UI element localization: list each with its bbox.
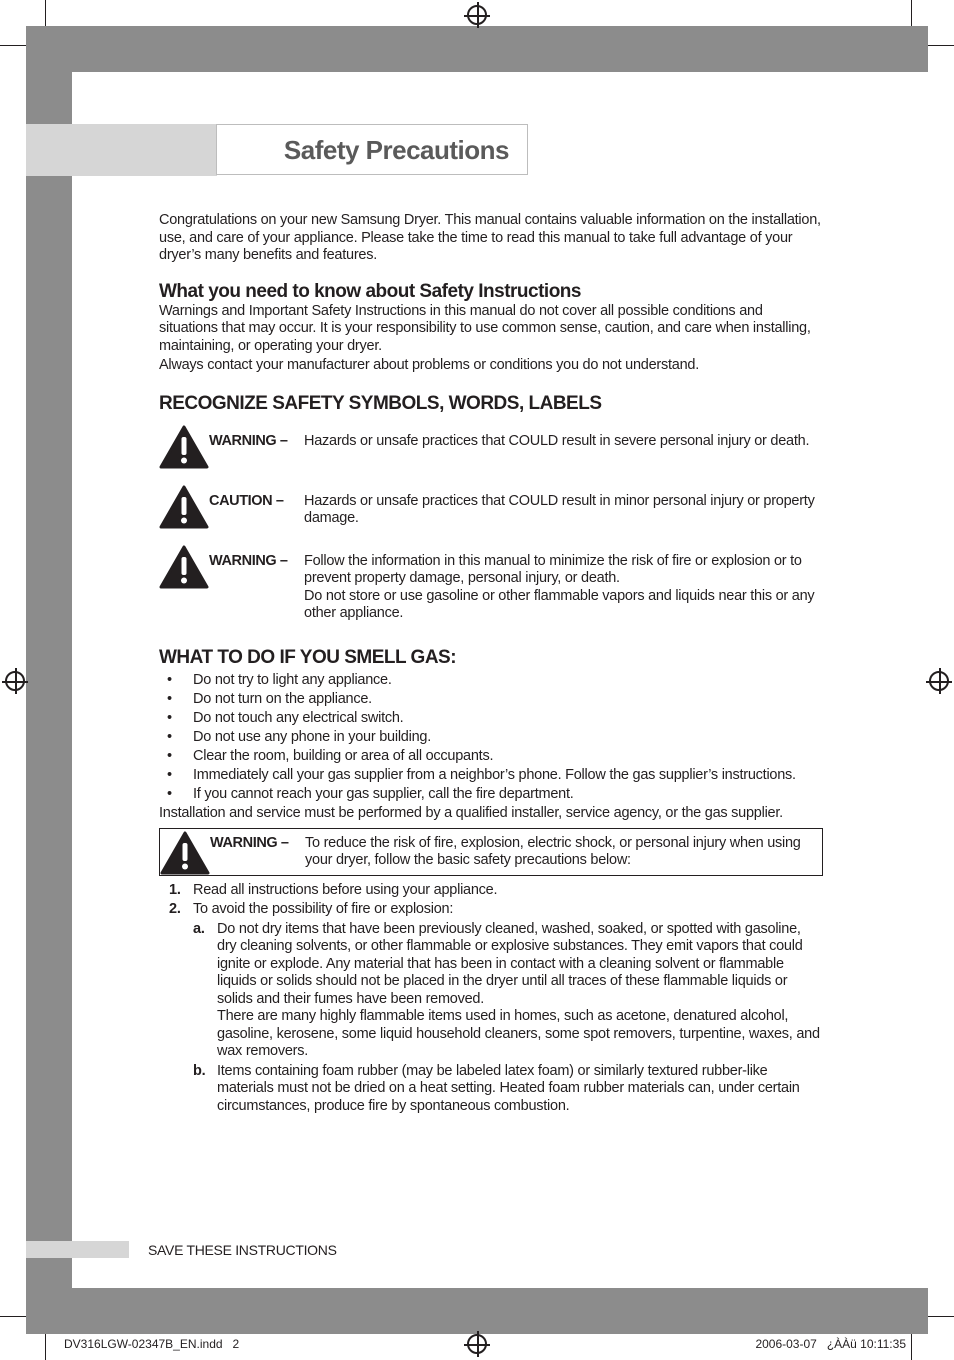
symbol-description: Hazards or unsafe practices that COULD result in severe personal injury or death. <box>304 432 810 449</box>
warning-triangle-icon <box>159 545 209 589</box>
crop-mark <box>45 1334 46 1360</box>
warning-box <box>159 828 823 876</box>
list-item: • Do not use any phone in your building. <box>159 728 823 747</box>
instruction-sublist <box>193 921 823 1116</box>
symbol-label: WARNING – <box>209 432 288 449</box>
top-gray-band <box>26 26 928 72</box>
know-body-contact: Always contact your manufacturer about problems or conditions you do not understand. <box>159 357 699 373</box>
crop-mark <box>928 1316 954 1317</box>
list-item: • Do not touch any electrical switch. <box>159 709 823 728</box>
instruction-text: Read all instructions before using your appliance. <box>193 881 498 898</box>
gas-list <box>159 671 823 804</box>
registration-mark-icon <box>467 5 487 25</box>
symbol-label: CAUTION – <box>209 492 284 509</box>
symbol-row-warning <box>159 425 823 469</box>
subitem-text: Do not dry items that have been previously cleaned, washed, soaked, or spotted with gasoline, dry cleaning solvents, or other flammable or explosive substances. They emit vapors that could ignite or explode. Any material that has been in contact with a cleaning solvent or flammable liquids or solids should not be placed in the dryer until all traces of these flammable liquids or solids and their fumes have been removed. <box>217 920 803 1007</box>
bottom-gray-band <box>26 1288 928 1334</box>
symbol-row-caution <box>159 485 823 529</box>
subitem-text: Items containing foam rubber (may be labeled latex foam) or similarly textured rubber-like materials must not be dried on a heat setting. Heated foam rubber materials can, under certain circumstances, produce fire by spontaneous combustion. <box>217 1062 800 1114</box>
instruction-item <box>159 901 823 1115</box>
page-title: Safety Precautions <box>216 124 528 175</box>
header-tab-shade <box>26 124 217 176</box>
registration-mark-icon <box>929 671 949 691</box>
subitem-letter: b. <box>193 1062 206 1079</box>
slug-timestamp: 2006-03-07 ¿ÀÀü 10:11:35 <box>755 1337 906 1351</box>
left-gray-band <box>26 26 72 1334</box>
symbols-heading: RECOGNIZE SAFETY SYMBOLS, WORDS, LABELS <box>159 392 602 414</box>
crop-mark <box>928 45 954 46</box>
subitem-letter: a. <box>193 920 205 937</box>
main-content <box>159 212 823 1115</box>
instruction-text: To avoid the possibility of fire or explosion: <box>193 901 454 917</box>
list-item: • Do not turn on the appliance. <box>159 690 823 709</box>
registration-mark-icon <box>5 671 25 691</box>
symbol-row-warning-fire <box>159 545 823 623</box>
instruction-number: 2. <box>169 901 181 917</box>
slug-filename: DV316LGW-02347B_EN.indd 2 <box>64 1337 240 1351</box>
warning-box-label: WARNING – <box>210 834 289 851</box>
warning-box-text: To reduce the risk of fire, explosion, electric shock, or personal injury when using your dryer, follow the basic safety precautions below: <box>305 834 801 868</box>
crop-mark <box>911 1334 912 1360</box>
footer-save-instructions: SAVE THESE INSTRUCTIONS <box>148 1242 337 1258</box>
symbol-description: Follow the information in this manual to minimize the risk of fire or explosion or to prevent property damage, personal injury, or death. <box>304 552 802 586</box>
instruction-item <box>159 882 823 900</box>
crop-mark <box>0 1316 26 1317</box>
instruction-list <box>159 882 823 1116</box>
list-item: • Immediately call your gas supplier from a neighbor’s phone. Follow the gas supplier’s instructions. <box>159 766 823 785</box>
symbol-description: Hazards or unsafe practices that COULD result in minor personal injury or property damage. <box>304 492 815 526</box>
crop-mark <box>45 0 46 26</box>
warning-triangle-icon <box>160 829 210 875</box>
registration-mark-icon <box>467 1334 487 1354</box>
warning-triangle-icon <box>159 485 209 529</box>
symbol-label: WARNING – <box>209 552 288 569</box>
know-heading: What you need to know about Safety Instructions <box>159 280 581 302</box>
instruction-subitem <box>193 921 823 1061</box>
instruction-number: 1. <box>169 881 181 898</box>
symbol-description-storage: Do not store or use gasoline or other flammable vapors and liquids near this or any other appliance. <box>304 587 815 621</box>
subitem-text-flammables: There are many highly flammable items used in homes, such as acetone, denatured alcohol, gasoline, kerosene, some liquid household cleaners, some spot removers, turpentine, waxes, and wax removers. <box>217 1008 820 1059</box>
list-item: • Do not try to light any appliance. <box>159 671 823 690</box>
footer-bar <box>26 1241 129 1258</box>
warning-triangle-icon <box>159 425 209 469</box>
gas-heading: WHAT TO DO IF YOU SMELL GAS: <box>159 646 457 668</box>
crop-mark <box>911 0 912 26</box>
crop-mark <box>0 45 26 46</box>
list-item: • If you cannot reach your gas supplier, call the fire department. <box>159 785 823 804</box>
intro-paragraph: Congratulations on your new Samsung Dryer. This manual contains valuable information on the installation, use, and care of your appliance. Please take the time to read this manual to take full advantage of your dryer’s many benefits and features. <box>159 212 821 263</box>
know-body: Warnings and Important Safety Instructions in this manual do not cover all possible conditions and situations that may occur. It is your responsibility to use common sense, caution, and care when installing, maintaining, or operating your dryer. <box>159 302 811 354</box>
instruction-subitem <box>193 1063 823 1116</box>
list-item: • Clear the room, building or area of all occupants. <box>159 747 823 766</box>
gas-note: Installation and service must be performed by a qualified installer, service agency, or the gas supplier. <box>159 804 783 821</box>
